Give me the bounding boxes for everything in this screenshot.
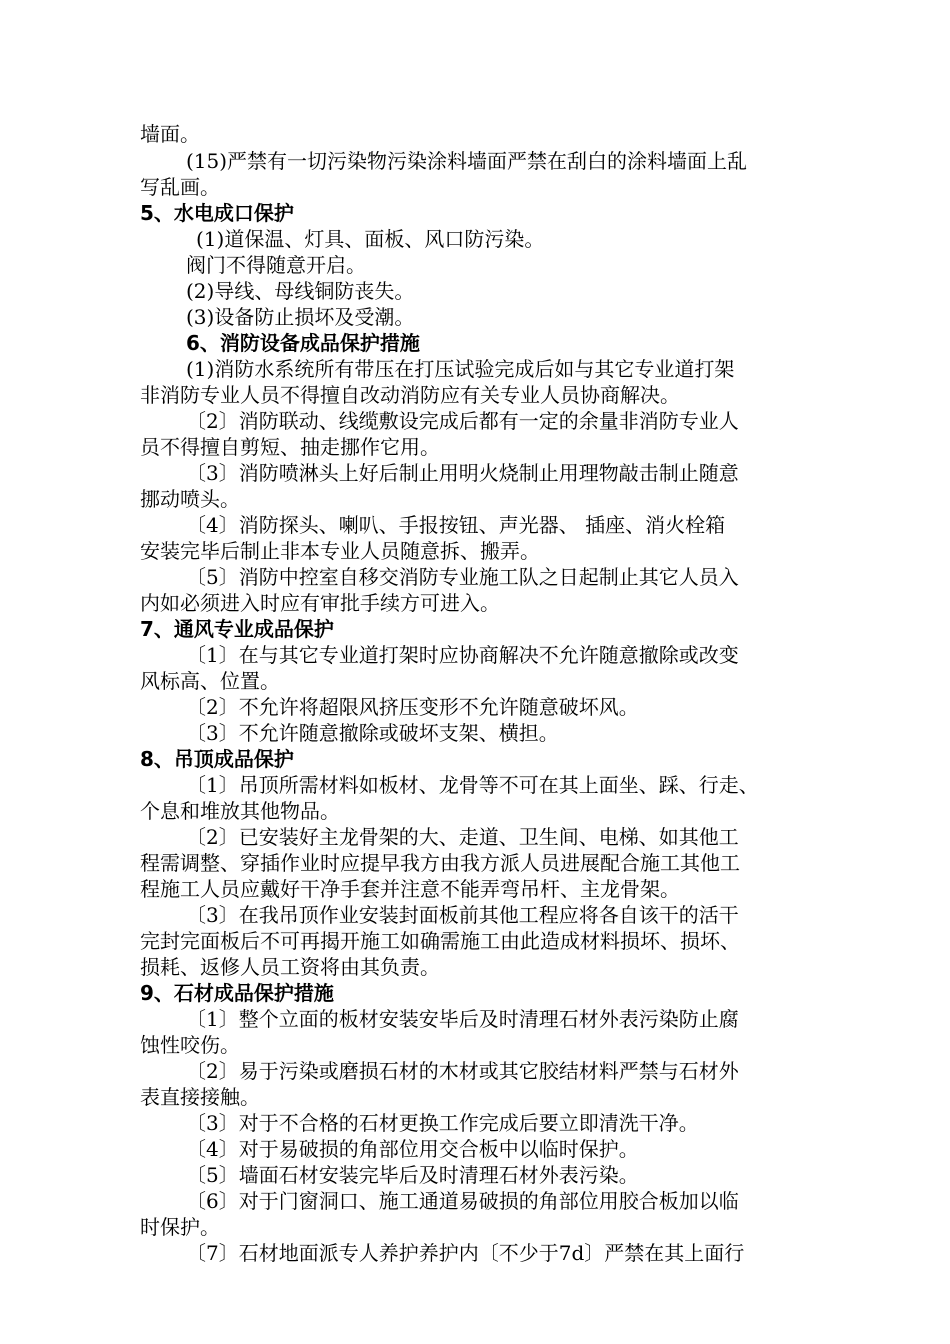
text-line: 〔3〕消防喷淋头上好后制止用明火烧制止用理物敲击制止随意 — [186, 461, 739, 485]
text-line: 内如必须进入时应有审批手续方可进入。 — [140, 591, 500, 615]
text-line: (3)设备防止损坏及受潮。 — [186, 305, 415, 329]
text-line: (1)消防水系统所有带压在打压试验完成后如与其它专业道打架 — [186, 357, 735, 381]
section-heading: 9、石材成品保护措施 — [140, 981, 334, 1005]
text-line: 〔2〕已安装好主龙骨架的大、走道、卫生间、电梯、如其他工 — [186, 825, 739, 849]
section-heading: 5、水电成口保护 — [140, 201, 294, 225]
text-line: 〔3〕不允许随意撤除或破坏支架、横担。 — [186, 721, 559, 745]
text-line: 〔2〕易于污染或磨损石材的木材或其它胶结材料严禁与石材外 — [186, 1059, 739, 1083]
text-line: 写乱画。 — [140, 175, 220, 199]
text-line: 时保护。 — [140, 1215, 220, 1239]
text-line: 〔4〕消防探头、喇叭、手报按钮、声光器、 插座、消火栓箱 — [186, 513, 726, 537]
text-line: 程需调整、穿插作业时应提早我方由我方派人员进展配合施工其他工 — [140, 851, 740, 875]
text-line: 〔5〕墙面石材安装完毕后及时清理石材外表污染。 — [186, 1163, 639, 1187]
text-line: (2)导线、母线铜防丧失。 — [186, 279, 415, 303]
section-heading: 8、吊顶成品保护 — [140, 747, 294, 771]
text-line: 〔1〕整个立面的板材安装安毕后及时清理石材外表污染防止腐 — [186, 1007, 739, 1031]
text-line: 挪动喷头。 — [140, 487, 240, 511]
text-line: (15)严禁有一切污染物污染涂料墙面严禁在刮白的涂料墙面上乱 — [186, 149, 748, 173]
text-line: 阀门不得随意开启。 — [186, 253, 366, 277]
text-line: 风标高、位置。 — [140, 669, 280, 693]
text-line: 〔3〕在我吊顶作业安装封面板前其他工程应将各自该干的活干 — [186, 903, 739, 927]
text-line: 墙面。 — [140, 122, 200, 146]
text-line: 蚀性咬伤。 — [140, 1033, 240, 1057]
text-line: 〔2〕消防联动、线缆敷设完成后都有一定的余量非消防专业人 — [186, 409, 739, 433]
text-line: 个息和堆放其他物品。 — [140, 799, 340, 823]
text-line: 〔1〕吊顶所需材料如板材、龙骨等不可在其上面坐、踩、行走、 — [186, 773, 759, 797]
text-line: 损耗、返修人员工资将由其负责。 — [140, 955, 440, 979]
text-line: 〔6〕对于门窗洞口、施工通道易破损的角部位用胶合板加以临 — [186, 1189, 739, 1213]
section-heading: 7、通风专业成品保护 — [140, 617, 334, 641]
text-line: 员不得擅自剪短、抽走挪作它用。 — [140, 435, 440, 459]
text-line: 〔4〕对于易破损的角部位用交合板中以临时保护。 — [186, 1137, 639, 1161]
text-line: 〔3〕对于不合格的石材更换工作完成后要立即清洗干净。 — [186, 1111, 699, 1135]
text-line: 〔5〕消防中控室自移交消防专业施工队之日起制止其它人员入 — [186, 565, 739, 589]
text-line: 安装完毕后制止非本专业人员随意拆、搬弄。 — [140, 539, 540, 563]
text-line: 表直接接触。 — [140, 1085, 260, 1109]
section-heading: 6、消防设备成品保护措施 — [186, 331, 420, 355]
text-line: 程施工人员应戴好干净手套并注意不能弄弯吊杆、主龙骨架。 — [140, 877, 680, 901]
text-line: 〔1〕在与其它专业道打架时应协商解决不允许随意撤除或改变 — [186, 643, 739, 667]
text-line: 非消防专业人员不得擅自改动消防应有关专业人员协商解决。 — [140, 383, 680, 407]
text-line: 〔2〕不允许将超限风挤压变形不允许随意破坏风。 — [186, 695, 639, 719]
text-line: (1)道保温、灯具、面板、风口防污染。 — [196, 227, 545, 251]
text-line: 〔7〕石材地面派专人养护养护内〔不少于7d〕严禁在其上面行 — [186, 1241, 745, 1265]
text-line: 完封完面板后不可再揭开施工如确需施工由此造成材料损坏、损坏、 — [140, 929, 740, 953]
